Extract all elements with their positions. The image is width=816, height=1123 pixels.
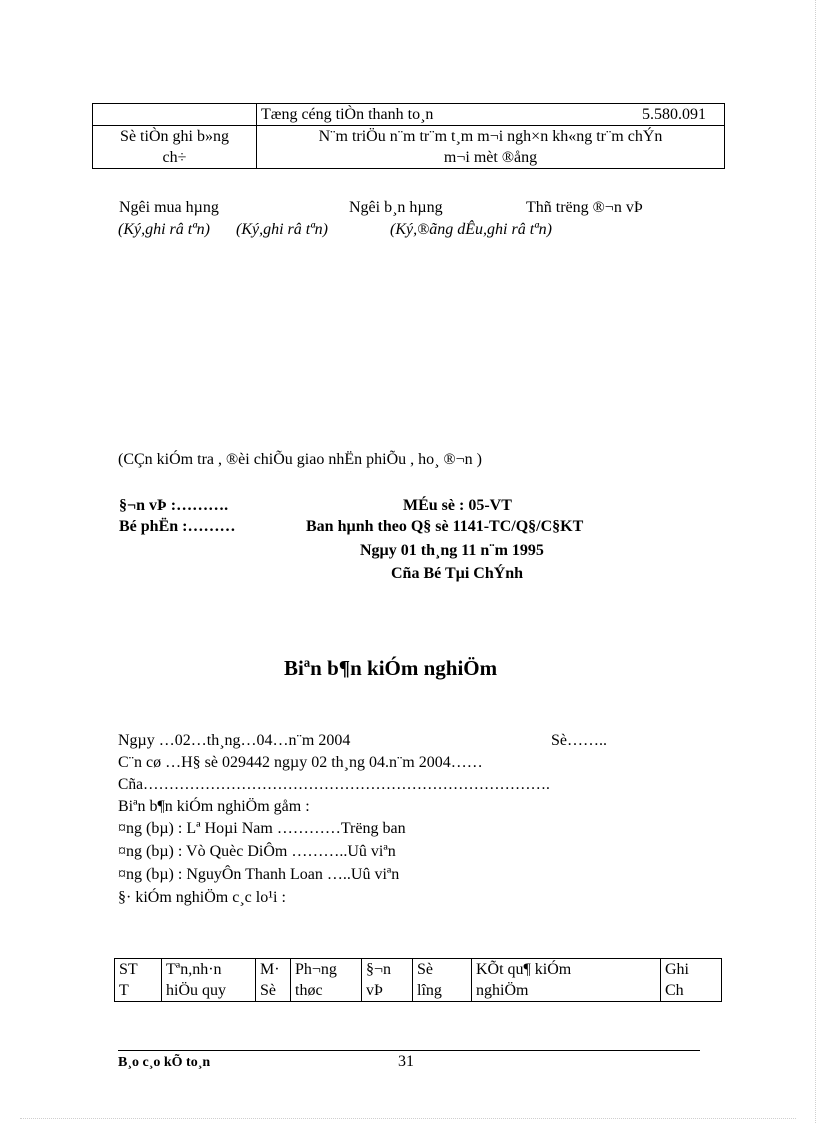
col-unit: §¬n vÞ: [362, 959, 413, 1002]
col-quantity: Sè lîng: [413, 959, 472, 1002]
form-number: MÉu sè : 05-VT: [403, 497, 512, 514]
inspection-table-header: [115, 959, 722, 1002]
amount-words-label-line1: Sè tiÒn ghi b»ng: [120, 128, 229, 145]
col-name: Tªn,nh·n hiÖu quy: [162, 959, 256, 1002]
amount-words-label-line2: ch÷: [162, 149, 187, 166]
col-method: Ph¬ng thøc: [291, 959, 362, 1002]
member-1: ¤ng (bµ) : Lª Hoµi Nam …………Trëng ban: [118, 820, 406, 837]
payment-table: [92, 103, 725, 169]
col-result: KÕt qu¶ kiÓm nghiÖm: [472, 959, 661, 1002]
total-label-cell: [93, 104, 257, 126]
head-sign-note: (Ký,®ãng dÊu,ghi râ tªn): [390, 221, 552, 238]
page-title: Biªn b¶n kiÓm nghiÖm: [284, 656, 498, 680]
total-row: [93, 104, 725, 126]
inspected-items-label: §· kiÓm nghiÖm c¸c lo¹i :: [118, 889, 286, 906]
decree-date: Ngµy 01 th¸ng 11 n¨m 1995: [360, 542, 544, 559]
amount-words-label: [93, 126, 257, 169]
seller-sign-note: (Ký,ghi râ tªn): [236, 221, 328, 238]
total-amount: 5.580.091: [642, 106, 706, 123]
amount-words-row: [93, 126, 725, 169]
basis-line: C¨n cø …H§ sè 029442 ngµy 02 th¸ng 04.n¨m 2004……: [118, 754, 483, 771]
page-number: 31: [398, 1053, 414, 1070]
amount-words-line2: m¬i mèt ®ång: [443, 149, 538, 166]
inspection-table: [114, 958, 722, 1002]
total-cell: [257, 104, 725, 126]
check-note: (CÇn kiÓm tra , ®èi chiÕu giao nhËn phiÕu , ho¸ ®¬n ): [118, 451, 482, 468]
of-line: Cña…………………………………………………………………….: [118, 776, 550, 793]
member-3: ¤ng (bµ) : NguyÔn Thanh Loan …..Uû viªn: [118, 866, 400, 883]
buyer-signer: Ngêi mua hµng: [119, 199, 219, 216]
member-2: ¤ng (bµ) : Vò Quèc DiÔm ………..Uû viªn: [118, 843, 396, 860]
head-signer: Thñ trëng ®¬n vÞ: [526, 199, 643, 216]
seller-signer: Ngêi b¸n hµng: [349, 199, 443, 216]
col-code: M· Sè: [256, 959, 291, 1002]
report-number: Sè……..: [551, 732, 607, 749]
ministry-line: Cña Bé Tµi ChÝnh: [391, 565, 524, 582]
decree-line: Ban hµnh theo Q§ sè 1141-TC/Q§/C§KT: [306, 518, 584, 535]
col-stt: ST T: [115, 959, 162, 1002]
total-text: Tæng céng tiÒn thanh to¸n: [261, 106, 434, 123]
unit-field: §¬n vÞ :……….: [119, 497, 229, 514]
footer-rule: [118, 1050, 700, 1051]
col-note: Ghi Ch: [661, 959, 722, 1002]
amount-words-value: [257, 126, 725, 169]
page-edge-bottom: [20, 1118, 796, 1119]
amount-words-line1: N¨m triÖu n¨m tr¨m t¸m m¬i ngh×n kh«ng tr¨m chÝn: [318, 128, 663, 145]
members-intro: Biªn b¶n kiÓm nghiÖm gåm :: [118, 798, 310, 815]
report-date: Ngµy …02…th¸ng…04…n¨m 2004: [118, 732, 351, 749]
buyer-sign-note: (Ký,ghi râ tªn): [118, 221, 210, 238]
department-field: Bé phËn :………: [119, 518, 236, 535]
footer-label: B¸o c¸o kÕ to¸n: [118, 1055, 211, 1070]
